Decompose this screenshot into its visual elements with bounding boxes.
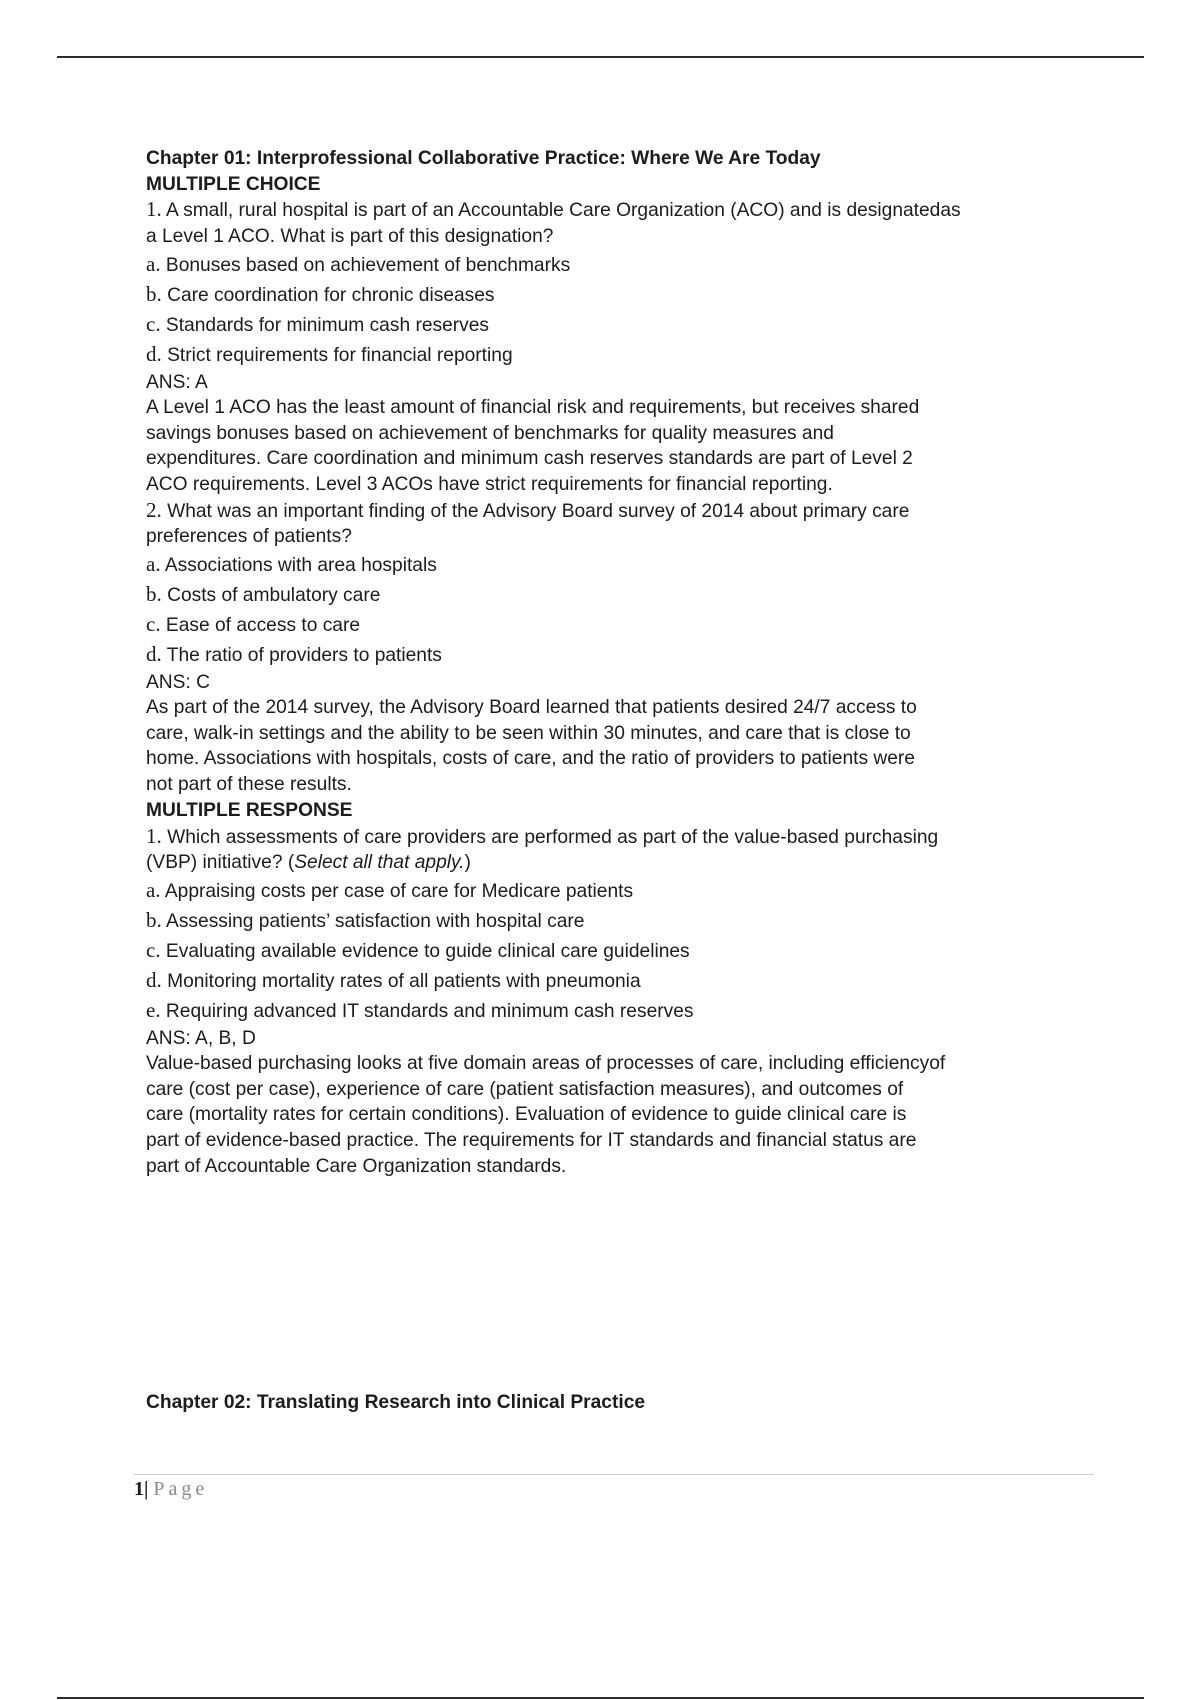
question-2-rationale-line: home. Associations with hospitals, costs of care, and the ratio of providers to patients were [146,748,915,770]
question-2-rationale-line: As part of the 2014 survey, the Advisory Board learned that patients desired 24/7 access to [146,697,917,719]
chapter-2-title: Chapter 02: Translating Research into Clinical Practice [146,1392,646,1413]
page-number: 1 [134,1478,144,1500]
question-2-option-a: a. Associations with area hospitals [146,552,437,577]
mr-question-1-line-1: 1. Which assessments of care providers are performed as part of the value-based purchasing [146,823,939,848]
question-2-line-2: preferences of patients? [146,526,352,548]
question-1-rationale-line: savings bonuses based on achievement of benchmarks for quality measures and [146,422,834,444]
footer-rule [134,1474,1094,1475]
mr-question-1-option-b: b. Assessing patients’ satisfaction with hospital care [146,907,585,932]
question-2-answer: ANS: C [146,672,210,694]
mr-question-1-option-d: d. Monitoring mortality rates of all patients with pneumonia [146,967,641,992]
mr-question-1-answer: ANS: A, B, D [146,1027,256,1049]
question-2-line-1: 2. What was an important finding of the Advisory Board survey of 2014 about primary care [146,497,910,522]
multiple-choice-heading: MULTIPLE CHOICE [146,173,321,195]
document-body [146,146,1066,1179]
mr-question-1-option-a: a. Appraising costs per case of care for Medicare patients [146,877,634,902]
footer-separator: | [144,1478,149,1500]
question-1-line-2: a Level 1 ACO. What is part of this designation? [146,226,554,248]
question-1-line-1: 1. A small, rural hospital is part of an Accountable Care Organization (ACO) and is designatedas [146,197,961,222]
question-1 [146,197,1066,497]
question-2-option-c: c. Ease of access to care [146,612,361,637]
mr-question-1-option-c: c. Evaluating available evidence to guide clinical care guidelines [146,937,690,962]
question-2-rationale-line: care, walk-in settings and the ability to be seen within 30 minutes, and care that is close to [146,722,911,744]
mr-question-1-rationale-line: Value-based purchasing looks at five domain areas of processes of care, including efficiencyof [146,1052,946,1074]
mr-question-1-rationale-line: part of evidence-based practice. The requirements for IT standards and financial status are [146,1130,917,1152]
multiple-response-heading: MULTIPLE RESPONSE [146,799,353,821]
question-2 [146,498,1066,798]
question-1-rationale-line: A Level 1 ACO has the least amount of financial risk and requirements, but receives shared [146,396,920,418]
question-2-option-d: d. The ratio of providers to patients [146,642,442,667]
question-1-answer: ANS: A [146,371,208,393]
mr-question-1-option-e: e. Requiring advanced IT standards and minimum cash reserves [146,997,694,1022]
page-label: Page [153,1478,209,1500]
mr-question-1 [146,824,1066,1180]
question-1-rationale-line: ACO requirements. Level 3 ACOs have strict requirements for financial reporting. [146,473,833,495]
mr-question-1-line-2: (VBP) initiative? (Select all that apply.) [146,852,471,874]
page-footer [134,1478,208,1501]
question-1-option-c: c. Standards for minimum cash reserves [146,311,490,336]
question-1-option-b: b. Care coordination for chronic diseases [146,281,495,306]
top-rule [57,56,1144,58]
question-2-rationale-line: not part of these results. [146,774,352,796]
question-1-option-d: d. Strict requirements for financial reporting [146,341,513,366]
mr-question-1-rationale-line: care (cost per case), experience of care (patient satisfaction measures), and outcomes of [146,1078,904,1100]
question-2-option-b: b. Costs of ambulatory care [146,582,381,607]
question-1-option-a: a. Bonuses based on achievement of benchmarks [146,251,571,276]
chapter-1-title: Chapter 01: Interprofessional Collaborative Practice: Where We Are Today [146,148,821,169]
bottom-rule [57,1697,1144,1699]
mr-question-1-rationale-line: care (mortality rates for certain conditions). Evaluation of evidence to guide clinical care is [146,1104,907,1126]
question-1-rationale-line: expenditures. Care coordination and minimum cash reserves standards are part of Level 2 [146,448,913,470]
mr-question-1-rationale-line: part of Accountable Care Organization standards. [146,1155,567,1177]
